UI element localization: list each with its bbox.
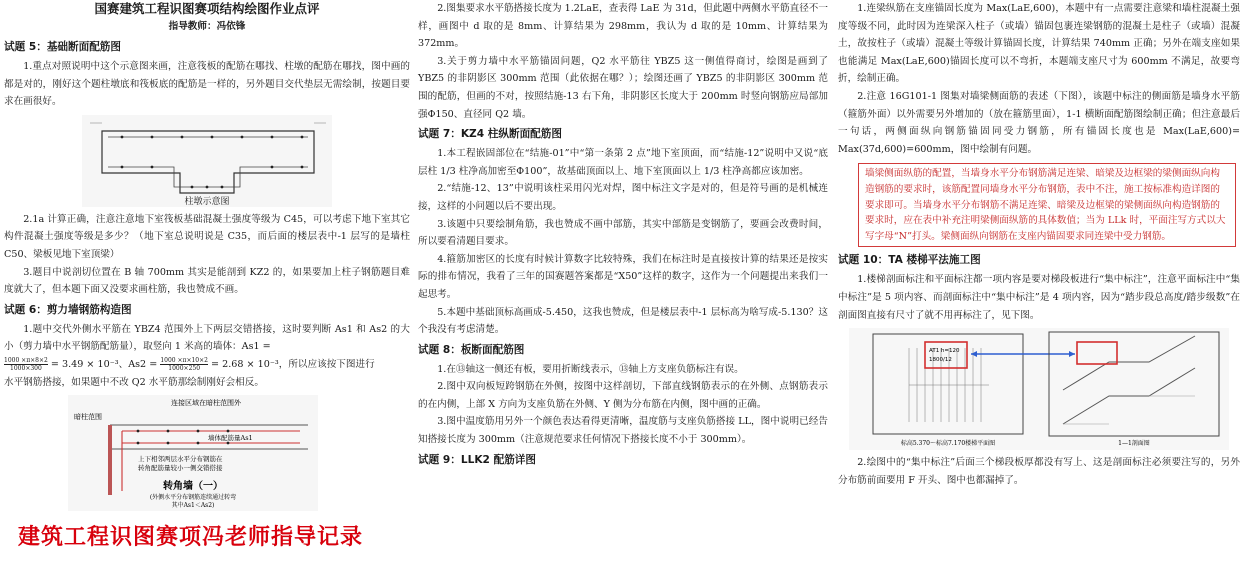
section-7-para-3: 3.该题中只要绘制角筋，我也赞成不画中部筋，其实中部筋是变钢筋了，要画会改费时间，所以要看清题目要求。 bbox=[418, 218, 828, 248]
pier-diagram-caption: 柱墩示意图 bbox=[184, 196, 230, 207]
section-7-para-4: 4.箍筋加密区的长度有时候计算数字比较特殊，我们在标注时是直接按计算的结果还是按实际的排布情况，我看了三年的国赛题答案都是“X50”这样的数字，这作为一个问题提出来我们一起思考。 bbox=[418, 253, 828, 300]
section-9-para-1: 1.连梁纵筋在支座锚固长度为 Max(LaE,600)，本题中有一点需要注意梁和墙柱混凝土强度等级不同，此时因为连梁深入柱子（或墙）锚固包裹连梁钢筋的混凝土是柱子（或墙）混凝土，故按柱子（或墙）混凝土等级计算锚固长度，计算结果 740mm 正确；另外在端支座如果也能满足 Max(LaE,600)锚固长度可以不弯折，本题端支座尺寸为 600mm 不满足，故要弯折，绘制正确。 bbox=[838, 3, 1240, 85]
column-left bbox=[4, 0, 410, 515]
svg-text:(外侧水平分布钢筋连续通过转弯: (外侧水平分布钢筋连续通过转弯 bbox=[149, 494, 237, 502]
section-8-para-1: 1.在⑬轴这一侧还有板，要用折断线表示，⑬轴上方支座负筋标注有误。 bbox=[437, 363, 744, 375]
section-6-para-4: 3.关于剪力墙中水平筋锚固问题，Q2 水平筋往 YBZ5 这一侧值得商讨，绘图是画到了 YBZ5 的非阴影区 300mm 范围（此依据在哪？）；绘图还画了 YBZ5 的非阴影区 300mm 范围的配筋，但画的不对，按照结施-13 右下角，非阴影区长度大于 200mm 时竖向钢筋应局部加强Φ150、直径同 Q2 墙。 bbox=[418, 55, 828, 120]
svg-text:1800/12: 1800/12 bbox=[929, 357, 952, 364]
svg-text:暗柱范围: 暗柱范围 bbox=[74, 413, 102, 422]
svg-text:连接区域在暗柱范围外: 连接区域在暗柱范围外 bbox=[171, 399, 241, 408]
section-5-para-2: 2.1a 计算正确，注意注意地下室筏板基础混凝土强度等级为 C45，可以考虑下地下室其它构件混凝土强度等级是多少？（地下室总说明说是 C35，而后面的楼层表中-1 层写的是墙柱 C50、梁板见地下室顶梁） bbox=[4, 213, 410, 260]
section-5-para-1: 1.重点对照说明中这个示意图来画，注意筏板的配筋在哪找、柱墩的配筋在哪找，图中画的都是对的，刚好这个题柱墩底和筏板底的配筋是一样的，另外题目交代垫层无需绘制，按题目要求在画很好。 bbox=[4, 61, 410, 108]
fraction-as2: $\frac{1000 \times\pi\times 10\times 2}{1000\times 250}$ bbox=[160, 356, 208, 372]
watermark-caption: 建筑工程识图赛项冯老师指导记录 bbox=[18, 524, 364, 550]
section-9-title: 试题 9：LLK2 配筋详图 bbox=[418, 453, 536, 466]
section-5-para-3: 3.题目中说剖切位置在 B 轴 700mm 其实是能剖到 KZ2 的，如果要加上柱子钢筋题目难度就大了，但本题下面又没要求画柱筋，我也赞成不画。 bbox=[4, 266, 410, 296]
svg-text:转角配筋量较小一侧交错搭接: 转角配筋量较小一侧交错搭接 bbox=[138, 464, 223, 473]
column-right bbox=[838, 0, 1240, 489]
section-7-title: 试题 7：KZ4 柱纵断面配筋图 bbox=[418, 128, 562, 141]
section-6-title: 试题 6：剪力墙钢筋构造图 bbox=[4, 303, 132, 316]
atlas-quote-box: 墙梁侧面纵筋的配置，当墙身水平分布钢筋满足连梁、暗梁及边框梁的梁侧面纵向构造钢筋的要求时，该筋配置同墙身水平分布钢筋，表中不注，施工按标准构造详图的要求即可。当墙身水平分布钢筋不满足连梁、暗梁及边框梁的梁侧面纵向构造钢筋的要求时，应在表中补充注明梁侧面纵筋的具体数值；当为 LLk 时，平面注写方式以大写字母“N”打头。梁侧面纵向钢筋在支座内锚固要求同连梁中受力钢筋。 bbox=[858, 163, 1236, 247]
svg-text:转角墙（一）: 转角墙（一） bbox=[163, 481, 223, 493]
svg-text:上下相邻两层水平分布钢筋在: 上下相邻两层水平分布钢筋在 bbox=[138, 455, 223, 464]
svg-text:其中As1＜As2): 其中As1＜As2) bbox=[171, 502, 215, 510]
svg-text:墙体配筋量As1: 墙体配筋量As1 bbox=[208, 434, 253, 443]
section-6-para-2: 水平钢筋搭接，如果题中不改 Q2 水平筋那绘制刚好会相反。 bbox=[4, 376, 264, 388]
section-6-para-3: 2.图集要求水平筋搭接长度为 1.2LaE，查表得 LaE 为 31d，但此题中两侧水平筋直径不一样，画图中 d 取的是 8mm、计算结果为 298mm，我认为 d 取的是 10mm、计算结果为 372mm。 bbox=[418, 3, 828, 50]
section-7-para-1: 1.本工程嵌固部位在“结施-01”中“第一条第 2 点”地下室顶面，而“结施-12”说明中又说“底层柱 1/3 柱净高加密至Φ100”，故基础顶面以上、地下室顶面以上 1/3 柱净高都应该加密。 bbox=[418, 148, 828, 177]
fraction-as1: $\frac{1000 \times\pi\times 8\times 2}{1000\times 300}$ bbox=[4, 356, 48, 372]
section-6-para-1: 1.题中交代外侧水平筋在 YBZ4 范围外上下两层交错搭接，这时要判断 As1 和 As2 的大小（剪力墙中水平钢筋配筋量），取竖向 1 米高的墙体：As1 = bbox=[4, 323, 410, 353]
section-5-title: 试题 5：基础断面配筋图 bbox=[4, 41, 121, 53]
column-middle bbox=[418, 0, 828, 471]
section-10-title: 试题 10：TA 楼梯平法施工图 bbox=[838, 254, 981, 267]
corner-wall-diagram bbox=[68, 395, 318, 511]
svg-text:标高5.370～标高7.170楼梯平面图: 标高5.370～标高7.170楼梯平面图 bbox=[900, 440, 996, 448]
section-10-para-2: 2.绘图中的“集中标注”后面三个梯段板厚都没有写上、这是剖面标注必须要注写的，另外分布筋前面要用 F 开头、图中也都漏掉了。 bbox=[838, 457, 1240, 486]
section-7-para-2: 2.“结施-12、13”中说明该柱采用闪光对焊，图中标注文字是对的，但是符号画的是机械连接，这样的小问题以后不要出现。 bbox=[418, 183, 828, 212]
section-7-para-5: 5.本题中基础顶标高画成-5.450，这我也赞成，但是楼层表中-1 层标高为啥写成-5.130？这个我没有考虑清楚。 bbox=[418, 306, 828, 336]
section-10-para-1: 1.楼梯剖面标注和平面标注都一项内容是要对梯段板进行“集中标注”，注意平面标注中“集中标注”是 5 项内容、而剖面标注中“集中标注”是 4 项内容，因为“踏步段总高度/踏步级数”在剖面图直接有尺寸了就不用再标注了，见下图。 bbox=[838, 274, 1240, 321]
document-title: 国赛建筑工程识图赛项结构绘图作业点评 bbox=[94, 1, 320, 16]
section-8-para-3: 3.图中温度筋用另外一个颜色表达看得更清晰，温度筋与支座负筋搭接 LL，图中说明已经告知搭接长度为 300mm（注意规范要求任何情况下搭接长度不小于 300mm）。 bbox=[418, 416, 828, 446]
section-8-para-2: 2.图中双向板短跨钢筋在外侧，按图中这样剖切，下部直线钢筋表示的在外侧、点钢筋表示的在内侧，上部 X 方向为支座负筋在外侧、Y 侧为分布筋在内侧，图中画的正确。 bbox=[418, 381, 828, 410]
document-subtitle: 指导教师：冯依锋 bbox=[168, 21, 246, 32]
svg-text:1—1剖面图: 1—1剖面图 bbox=[1118, 440, 1150, 448]
stair-drawings bbox=[849, 328, 1229, 450]
section-9-para-2: 2.注意 16G101-1 图集对墙梁侧面筋的表述（下图），该题中标注的侧面筋是墙身水平筋（箍筋外面）以外需要另外增加的（放在箍筋里面），1-1 横断面配筋图绘制正确；但注意最后一句话，两侧面纵向钢筋锚固同受力钢筋，所有锚固长度也是 Max(LaE,600)= Max(37d,600)=600mm，图中绘制有问题。 bbox=[838, 90, 1240, 155]
section-6-formula: $\frac{1000 \times\pi\times 8\times 2}{1000\times 300}$ = 3.49 × 10⁻³、As2 = $\frac{1000 \times\pi\times 10\times 2}{1000\times 250}$ = 2.68 × 10⁻³，所以应该按下图进行 bbox=[4, 356, 375, 372]
section-8-title: 试题 8：板断面配筋图 bbox=[418, 343, 525, 356]
svg-text:AT1 h=120: AT1 h=120 bbox=[929, 348, 960, 355]
pier-diagram bbox=[82, 115, 332, 207]
